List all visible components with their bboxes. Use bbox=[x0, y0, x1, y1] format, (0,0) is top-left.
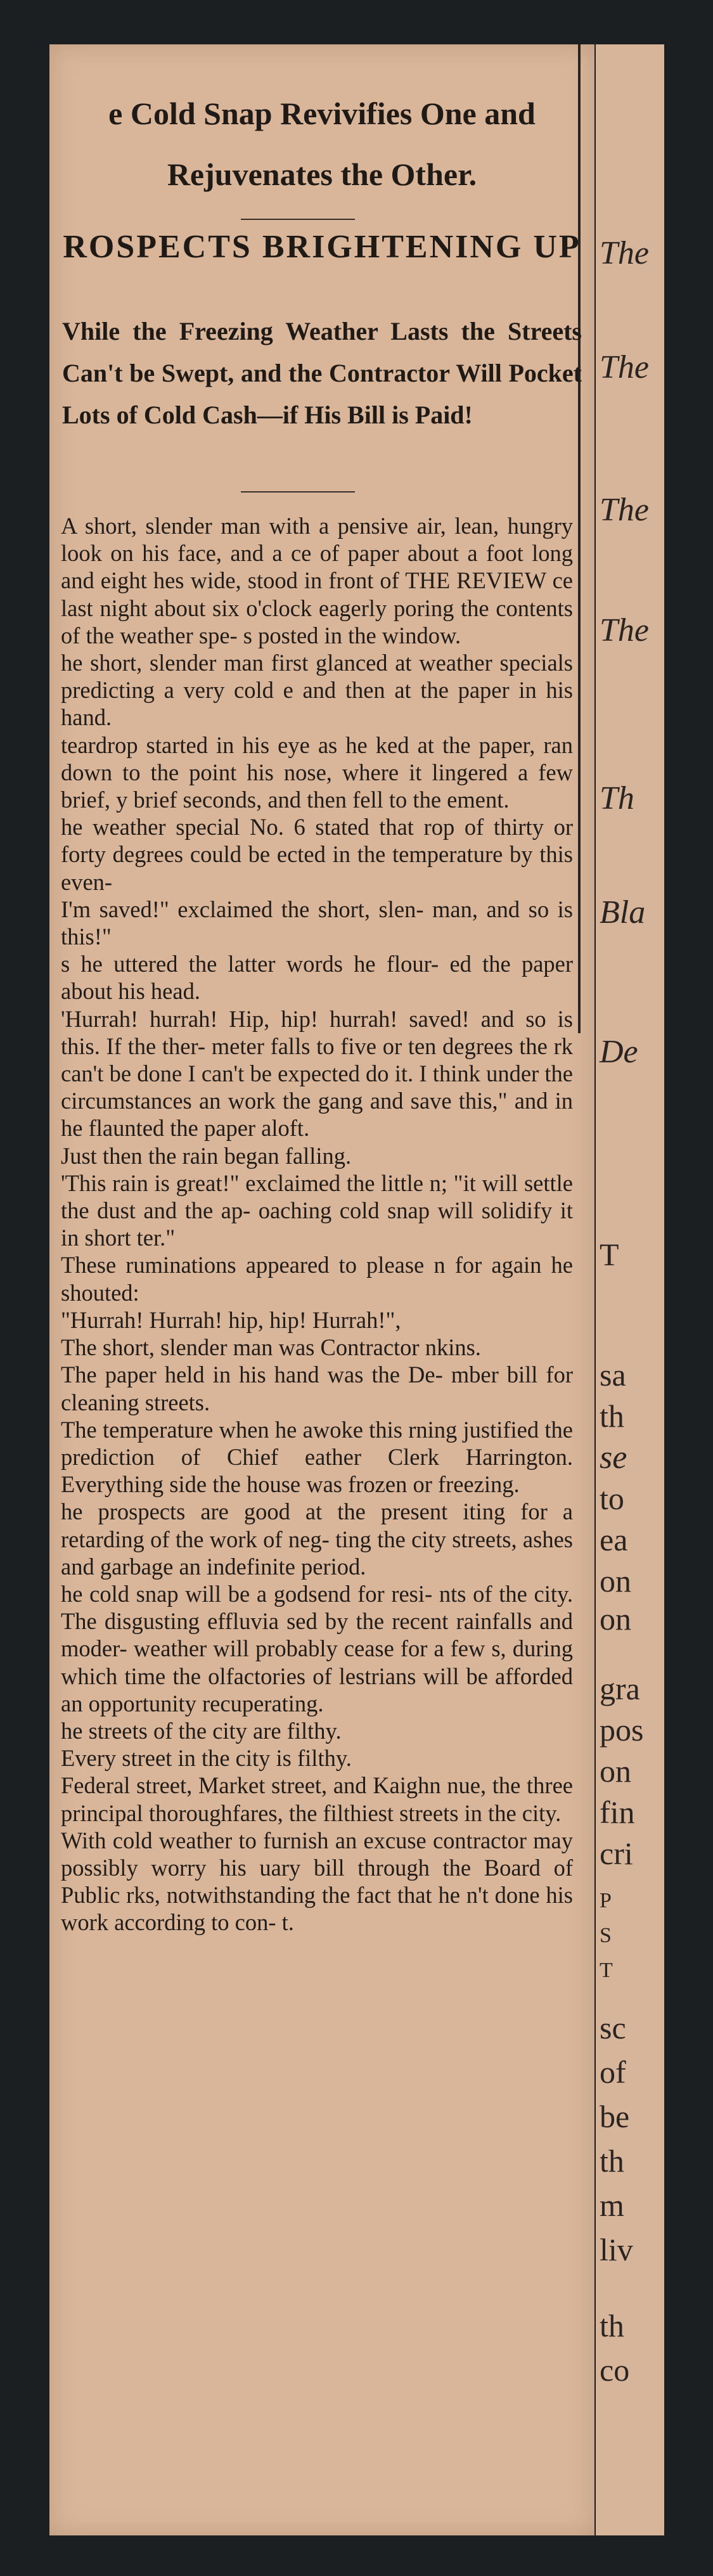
headline-line-2: Rejuvenates the Other. bbox=[167, 157, 477, 192]
fragment: De bbox=[600, 1034, 638, 1070]
paragraph: he short, slender man first glanced at weather specials predicting a very cold e and then at the paper in his hand. bbox=[61, 650, 573, 731]
paragraph: I'm saved!" exclaimed the short, slen- man, and so is this!" bbox=[61, 896, 573, 950]
fragment: The bbox=[600, 235, 649, 271]
fragment: S bbox=[600, 1924, 612, 1947]
article-body bbox=[61, 512, 573, 1936]
fragment: to bbox=[600, 1481, 624, 1516]
divider bbox=[241, 219, 355, 220]
paragraph: he weather special No. 6 stated that rop of thirty or forty degrees could be ected in the temperature by this even- bbox=[61, 814, 573, 895]
paragraph: The paper held in his hand was the De- mber bill for cleaning streets. bbox=[61, 1362, 573, 1415]
fragment: co bbox=[600, 2352, 630, 2388]
fragment: m bbox=[600, 2187, 624, 2223]
paragraph: Just then the rain began falling. bbox=[61, 1142, 352, 1169]
fragment: pos bbox=[600, 1712, 644, 1748]
fragment: cri bbox=[600, 1836, 633, 1871]
paragraph: These ruminations appeared to please n for again he shouted: bbox=[61, 1252, 573, 1306]
paragraph: Federal street, Market street, and Kaighn nue, the three principal thoroughfares, the filthiest streets in the city. bbox=[61, 1772, 573, 1826]
fragment: The bbox=[600, 492, 649, 528]
fragment: on bbox=[600, 1601, 631, 1637]
banner-headline: ROSPECTS BRIGHTENING UP bbox=[63, 229, 581, 265]
fragment: th bbox=[600, 2143, 624, 2179]
paragraph: A short, slender man with a pensive air, lean, hungry look on his face, and a ce of paper about a foot long and eight hes wide, stood in front of THE REVIEW ce last night about six o'clock eagerly poring the contents of the weather spe- s posted in the window. bbox=[61, 513, 573, 648]
paragraph: 'This rain is great!" exclaimed the little n; "it will settle the dust and the ap- oaching cold snap will solidify it in short ter." bbox=[61, 1169, 573, 1251]
fragment: gra bbox=[600, 1671, 640, 1706]
adjacent-column-scrap bbox=[596, 44, 664, 2535]
fragment: th bbox=[600, 2308, 624, 2343]
fragment: ea bbox=[600, 1522, 628, 1557]
fragment: The bbox=[600, 612, 649, 648]
paragraph: s he uttered the latter words he flour- ed the paper about his head. bbox=[61, 951, 573, 1005]
paragraph: With cold weather to furnish an excuse contractor may possibly worry his uary bill through the Board of Public rks, notwithstanding the fact that he n't done his work according to con- t. bbox=[61, 1827, 573, 1936]
divider bbox=[241, 491, 355, 493]
headline-line-1: e Cold Snap Revivifies One and bbox=[108, 96, 536, 131]
headline-deck bbox=[49, 89, 594, 199]
fragment: Bla bbox=[600, 894, 646, 931]
fragment: be bbox=[600, 2099, 630, 2134]
paragraph: he streets of the city are filthy. bbox=[61, 1717, 342, 1744]
paragraph: The temperature when he awoke this rning justified the prediction of Chief eather Clerk Harrington. Everything side the house was frozen or freezing. bbox=[61, 1416, 573, 1498]
fragment: of bbox=[600, 2054, 626, 2090]
fragment: on bbox=[600, 1563, 631, 1599]
fragment: se bbox=[600, 1439, 627, 1476]
fragment: T bbox=[600, 1237, 619, 1272]
fragment: P bbox=[600, 1889, 612, 1912]
paragraph: "Hurrah! Hurrah! hip, hip! Hurrah!", bbox=[61, 1306, 401, 1333]
fragment: th bbox=[600, 1398, 624, 1434]
paragraph: he prospects are good at the present iting for a retarding of the work of neg- ting the city streets, ashes and garbage an indefinite period. bbox=[61, 1498, 573, 1580]
paragraph: 'Hurrah! hurrah! Hip, hip! hurrah! saved! and so is this. If the ther- meter falls to five or ten degrees the rk can't be done I can't be expected do it. I think under the circumstances an work the gang and save this," and in he flaunted the paper aloft. bbox=[61, 1005, 573, 1142]
paragraph: teardrop started in his eye as he ked at the paper, ran down to the point his nose, where it lingered a few brief, y brief seconds, and then fell to the ement. bbox=[61, 731, 573, 813]
fragment: fin bbox=[600, 1794, 635, 1830]
fragment: T bbox=[600, 1959, 613, 1982]
fragment: The bbox=[600, 349, 649, 385]
fragment: Th bbox=[600, 780, 634, 816]
paragraph: The short, slender man was Contractor nkins. bbox=[61, 1334, 481, 1361]
paragraph: Every street in the city is filthy. bbox=[61, 1745, 352, 1772]
paragraph: he cold snap will be a godsend for resi- nts of the city. The disgusting effluvia sed by the recent rainfalls and moder- weather will probably cease for a few s, during which time the olfactories of lestrians will be afforded an opportunity recuperating. bbox=[61, 1580, 573, 1716]
fragment: sc bbox=[600, 2010, 626, 2045]
fragment: on bbox=[600, 1753, 631, 1789]
subheadline: Vhile the Freezing Weather Lasts the Streets Can't be Swept, and the Contractor Will Pocket Lots of Cold Cash—if His Bill is Paid! bbox=[62, 317, 582, 429]
fragment: liv bbox=[600, 2232, 633, 2267]
fragment: sa bbox=[600, 1357, 626, 1393]
